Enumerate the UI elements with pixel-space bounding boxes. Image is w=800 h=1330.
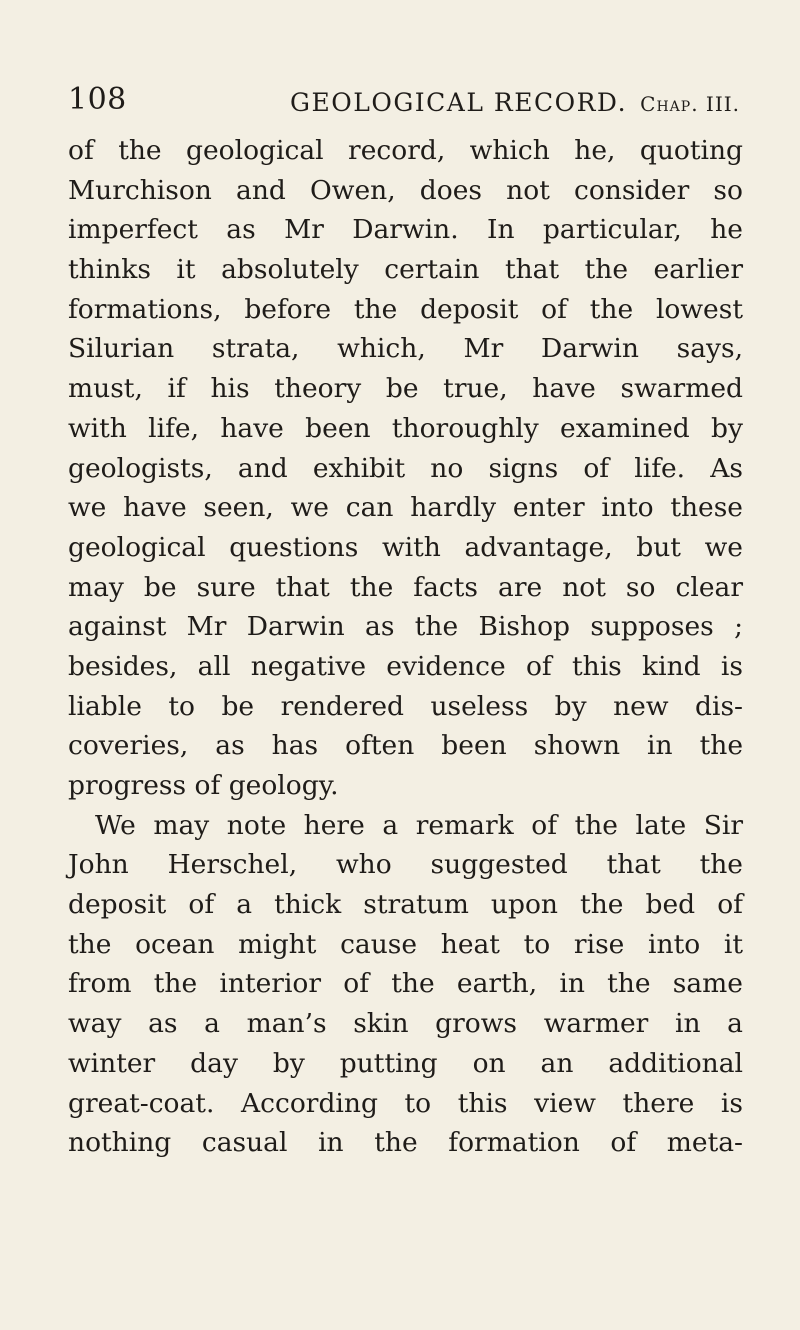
running-title: GEOLOGICAL RECORD. [290, 88, 628, 117]
text-line: may be sure that the facts are not so clear [68, 571, 743, 603]
text-line: deposit of a thick stratum upon the bed of [68, 889, 743, 921]
text-line: coveries, as has often been shown in the [68, 730, 743, 762]
text-line: of the geological record, which he, quoting [68, 135, 743, 166]
text-line: liable to be rendered useless by new dis- [68, 690, 743, 722]
page-number: 108 [68, 82, 127, 117]
paragraph-start-line: We may note here a remark of the late Sir [95, 809, 743, 841]
text-line: the ocean might cause heat to rise into it [68, 928, 743, 960]
text-line: John Herschel, who suggested that the [68, 849, 743, 881]
text-line: formations, before the deposit of the lowest [68, 293, 743, 325]
text-line: nothing casual in the formation of meta- [68, 1127, 743, 1159]
text-line: great-coat. According to this view there is [68, 1087, 743, 1119]
text-line: Murchison and Owen, does not consider so [68, 174, 743, 206]
text-line: Silurian strata, which, Mr Darwin says, [68, 333, 743, 365]
text-line: geological questions with advantage, but we [68, 531, 743, 563]
text-line: besides, all negative evidence of this kind is [68, 650, 743, 682]
text-line: against Mr Darwin as the Bishop supposes ; [68, 611, 743, 643]
text-line: winter day by putting on an additional [68, 1047, 743, 1079]
text-line: we have seen, we can hardly enter into these [68, 492, 743, 524]
chapter-label: Chap. III. [640, 92, 740, 116]
text-line: thinks it absolutely certain that the earlier [68, 254, 743, 286]
text-line: imperfect as Mr Darwin. In particular, he [68, 214, 743, 246]
body-text [68, 131, 743, 1163]
text-line: must, if his theory be true, have swarmed [68, 373, 743, 405]
text-line: geologists, and exhibit no signs of life. As [68, 452, 743, 484]
running-head [68, 82, 740, 122]
paragraph-end-line: progress of geology. [68, 770, 339, 801]
text-line: way as a man’s skin grows warmer in a [68, 1008, 743, 1040]
text-line: from the interior of the earth, in the same [68, 968, 743, 1000]
text-line: with life, have been thoroughly examined by [68, 412, 743, 444]
